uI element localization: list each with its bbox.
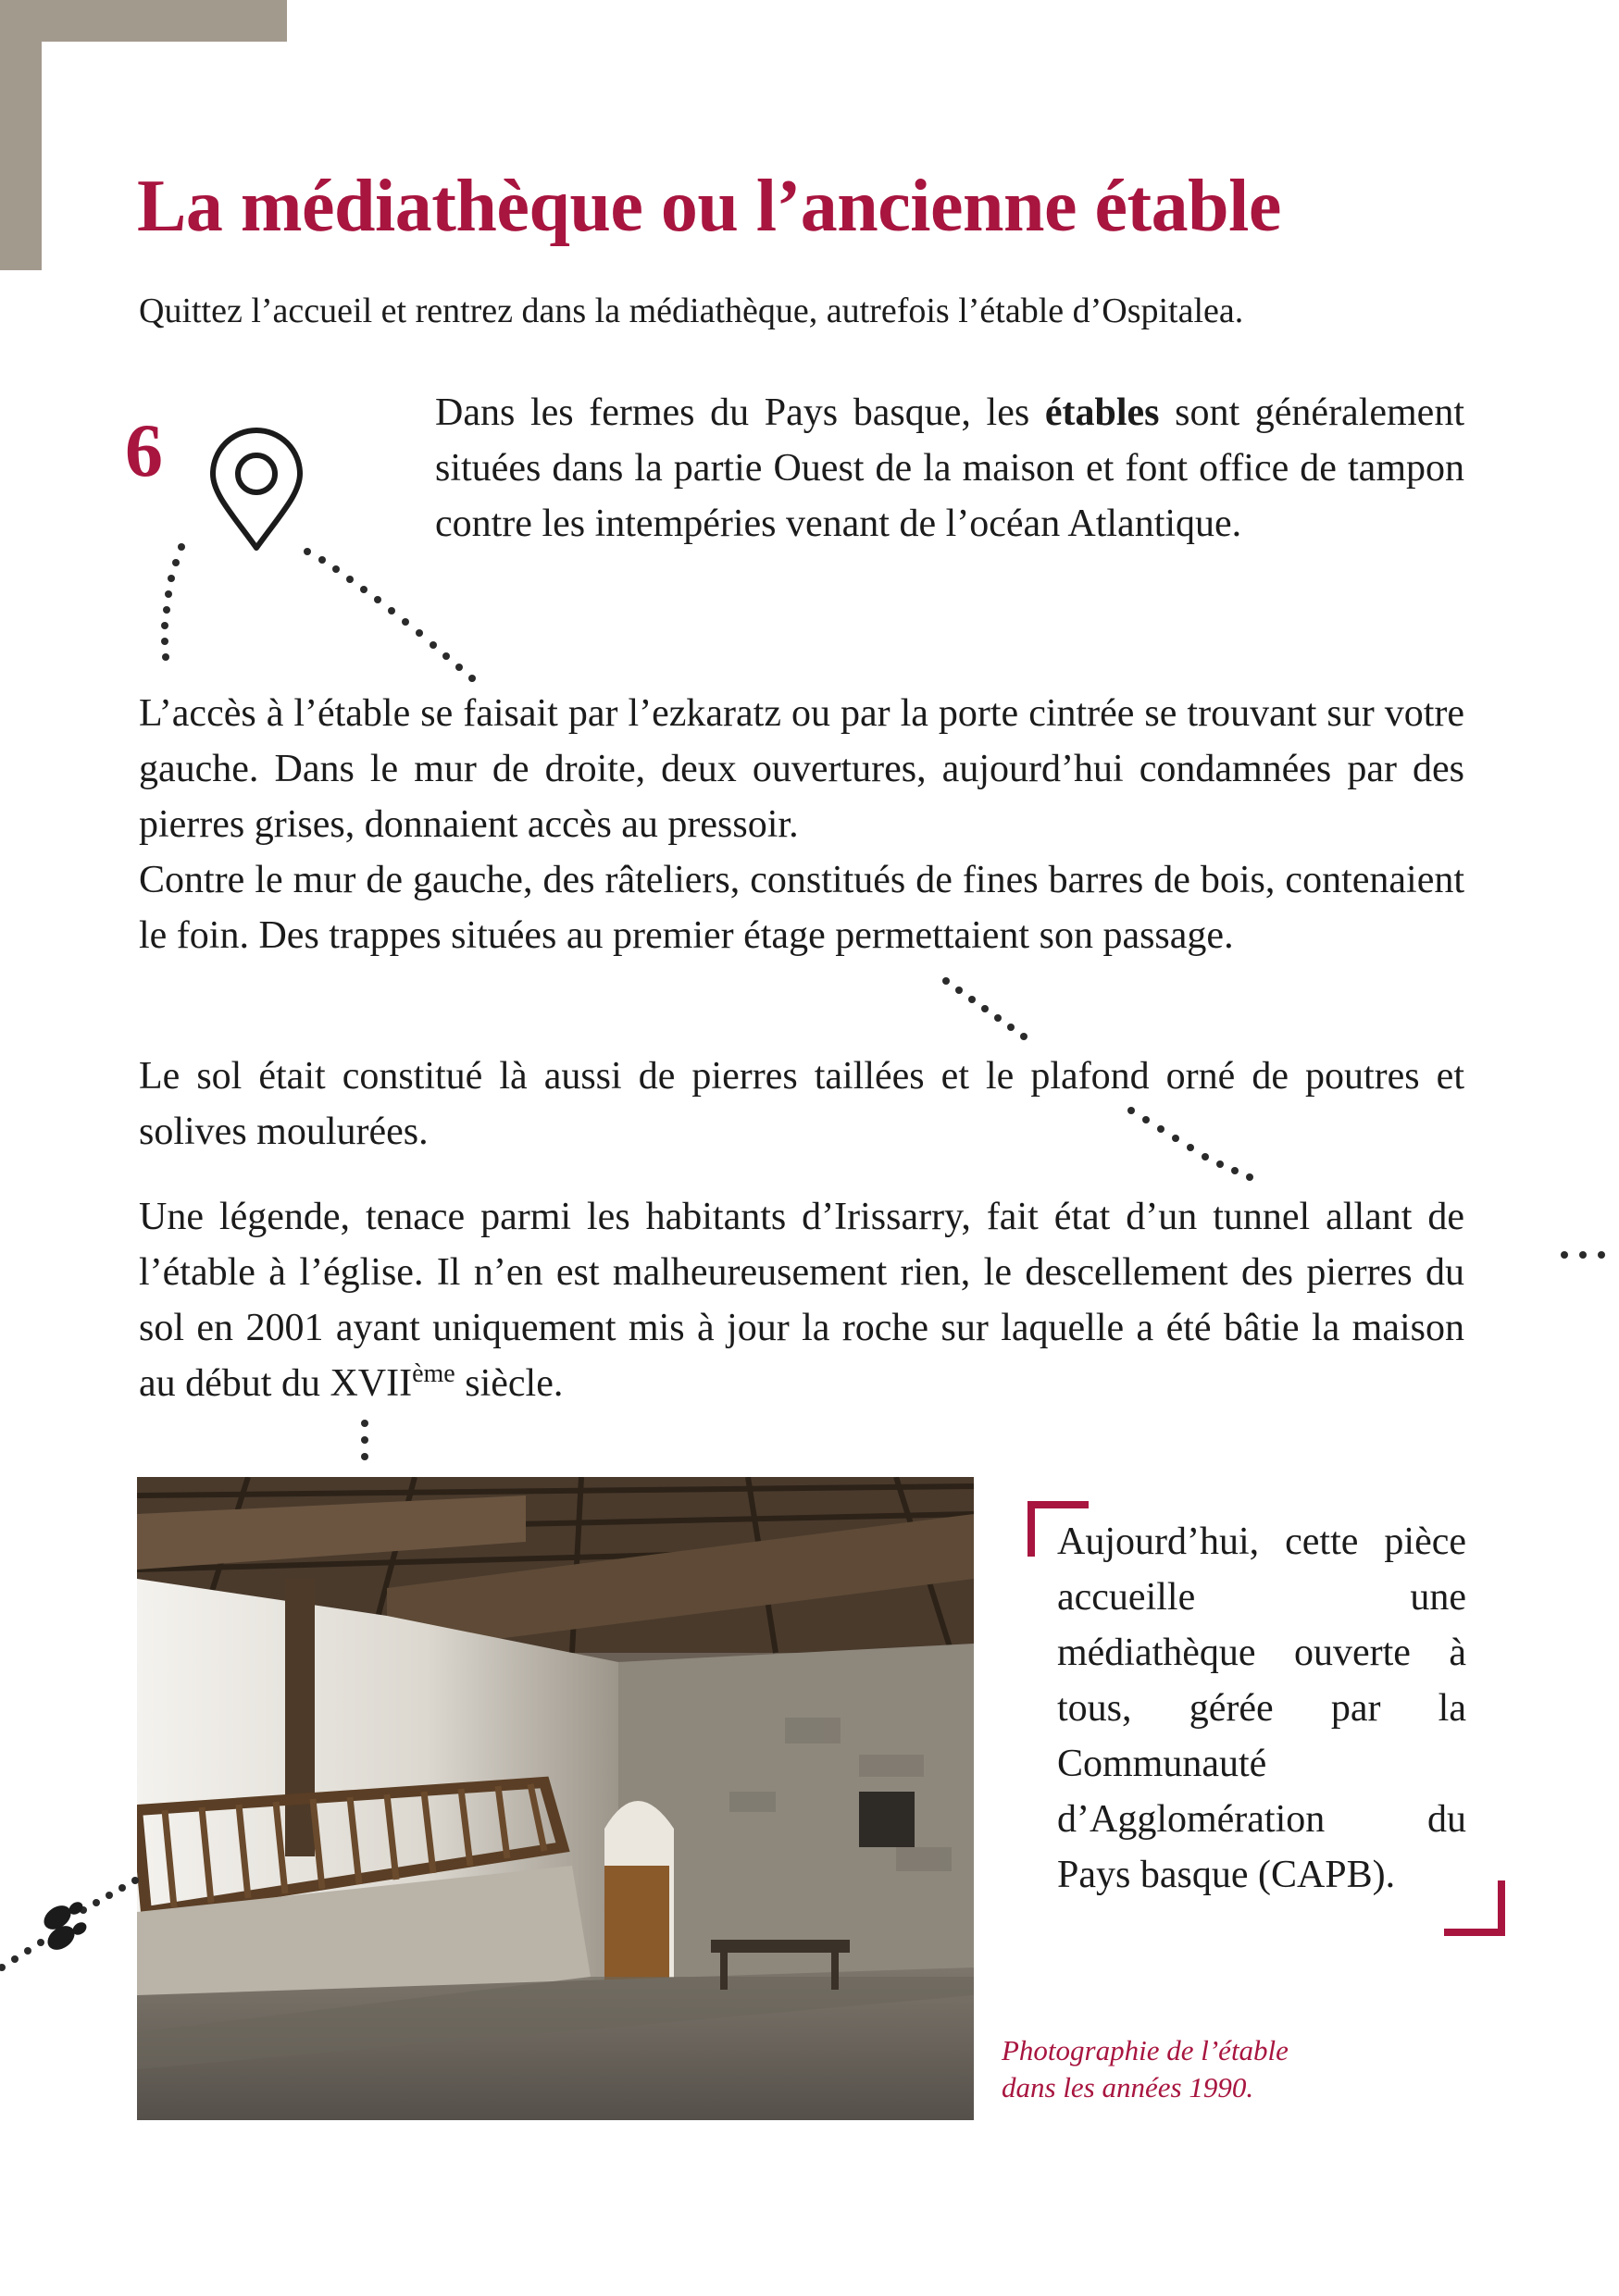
- paragraph-access: [139, 686, 1464, 963]
- p1-text-start: Dans les fermes du Pays basque, les: [435, 391, 1045, 434]
- callout-quote: [1057, 1514, 1466, 1903]
- photo-caption: [1002, 2032, 1289, 2106]
- p4-text-end: siècle.: [455, 1362, 564, 1405]
- corner-decoration-left: [0, 0, 42, 270]
- caption-line-2: dans les années 1990.: [1002, 2071, 1254, 2104]
- stable-photograph: [137, 1477, 974, 2120]
- corner-decoration-top: [0, 0, 287, 42]
- stable-photo-illustration: [137, 1477, 974, 2120]
- p4-superscript: ème: [412, 1359, 455, 1388]
- quote-bracket-close-icon: [1442, 1880, 1505, 1936]
- location-pin-icon: [205, 428, 307, 553]
- step-number: 6: [125, 408, 163, 492]
- p4-text-start: Une légende, tenace parmi les habitants d’Irissarry, fait état d’un tunnel allant de l’étable à l’église. Il n’en est malheureusement rien, le descellement des pierres du sol en 2001 ayant uniquement mis à jour la roche sur laquelle a été bâtie la maison au début du XVII: [139, 1196, 1464, 1405]
- paragraph-stables: [435, 385, 1464, 552]
- p1-bold-term: étables: [1044, 391, 1160, 434]
- caption-line-1: Photographie de l’étable: [1002, 2034, 1289, 2066]
- p2-sentence-a: L’accès à l’étable se faisait par l’ezkaratz ou par la porte cintrée se trouvant sur votre gauche. Dans le mur de droite, deux ouvertures, aujourd’hui condamnées par des pierres grises, donnaient accès au pressoir.: [139, 692, 1464, 846]
- p1-text-end: sont généralement situées dans la partie Ouest de la maison et font office de tampon contre les intempéries venant de l’océan Atlantique.: [435, 391, 1464, 545]
- p2-sentence-b: Contre le mur de gauche, des râteliers, constitués de fines barres de bois, contenaient le foin. Des trappes situées au premier étage permettaient son passage.: [139, 859, 1464, 957]
- page-title: La médiathèque ou l’ancienne étable: [137, 166, 1281, 247]
- paragraph-floor: Le sol était constitué là aussi de pierres taillées et le plafond orné de poutres et solives moulurées.: [139, 1055, 1464, 1153]
- intro-text: Quittez l’accueil et rentrez dans la médiathèque, autrefois l’étable d’Ospitalea.: [139, 292, 1244, 330]
- quote-text-main: Aujourd’hui, cette pièce accueille une médiathèque ouverte à tous, gérée par la Communauté d’Agglomération du: [1057, 1520, 1466, 1841]
- paragraph-legend: [139, 1189, 1464, 1411]
- quote-text-end: Pays basque (CAPB).: [1057, 1854, 1396, 1896]
